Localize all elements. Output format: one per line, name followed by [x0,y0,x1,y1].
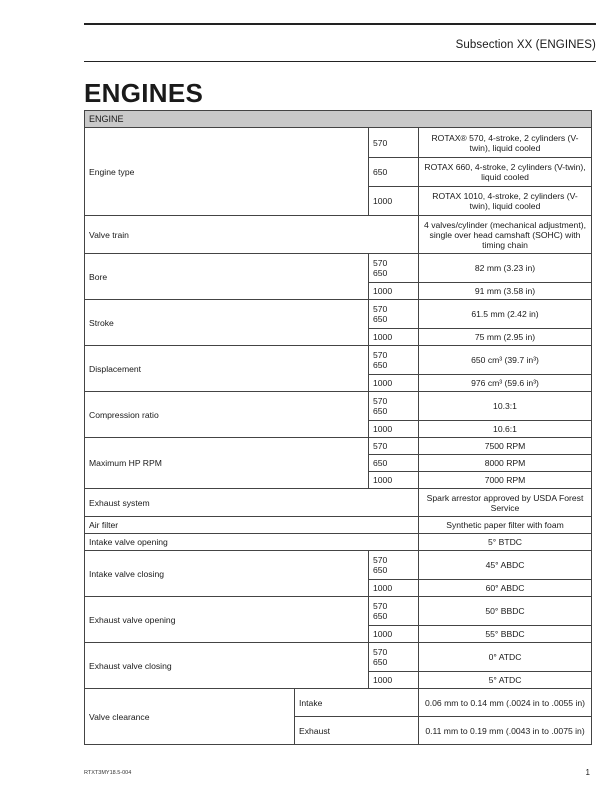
model-cell: 1000 [369,375,419,392]
model-cell: 1000 [369,580,419,597]
value-cell: 91 mm (3.58 in) [419,283,592,300]
value-cell: 50° BBDC [419,597,592,626]
model-cell: 570 650 [369,643,419,672]
value-cell: 10.6:1 [419,421,592,438]
row-label: Stroke [85,300,369,346]
table-row [85,216,592,254]
value-cell: Spark arrestor approved by USDA Forest Service [419,489,592,517]
model-cell: 1000 [369,329,419,346]
table-row [85,128,592,158]
row-label: Exhaust system [85,489,419,517]
model-cell: 570 650 [369,551,419,580]
table-row [85,689,592,717]
model-cell: 1000 [369,187,419,216]
model-cell: 570 650 [369,254,419,283]
value-cell: 0.11 mm to 0.19 mm (.0043 in to .0075 in) [419,717,592,745]
value-cell: 5° ATDC [419,672,592,689]
row-label: Valve clearance [85,689,295,745]
table-row [85,517,592,534]
sub-label-exhaust: Exhaust [295,717,419,745]
model-cell: 1000 [369,626,419,643]
value-cell: 4 valves/cylinder (mechanical adjustment), single over head camshaft (SOHC) with timing chain [419,216,592,254]
subsection-rule [84,61,596,62]
footer-document-code: RTXT3MY18.5-004 [84,770,132,776]
value-cell: 650 cm³ (39.7 in³) [419,346,592,375]
engine-spec-table [84,110,592,745]
model-cell: 1000 [369,283,419,300]
row-label: Valve train [85,216,419,254]
model-cell: 1000 [369,672,419,689]
value-cell: 45° ABDC [419,551,592,580]
subsection-title: Subsection XX (ENGINES) [455,39,596,51]
value-cell: 7500 RPM [419,438,592,455]
value-cell: 61.5 mm (2.42 in) [419,300,592,329]
model-cell: 1000 [369,472,419,489]
table-row [85,438,592,455]
value-cell: 0.06 mm to 0.14 mm (.0024 in to .0055 in) [419,689,592,717]
value-cell: 8000 RPM [419,455,592,472]
table-row [85,489,592,517]
table-row [85,346,592,375]
model-cell: 570 650 [369,300,419,329]
table-row [85,597,592,626]
row-label: Intake valve closing [85,551,369,597]
value-cell: 60° ABDC [419,580,592,597]
table-row [85,300,592,329]
table-row [85,534,592,551]
table-header-row [85,111,592,128]
table-row [85,392,592,421]
row-label: Displacement [85,346,369,392]
row-label: Air filter [85,517,419,534]
model-cell: 570 650 [369,597,419,626]
value-cell: ROTAX® 570, 4-stroke, 2 cylinders (V-twin), liquid cooled [419,128,592,158]
row-label: Intake valve opening [85,534,419,551]
value-cell: ROTAX 1010, 4-stroke, 2 cylinders (V-twin), liquid cooled [419,187,592,216]
table-header: ENGINE [85,111,592,128]
value-cell: 0° ATDC [419,643,592,672]
value-cell: 82 mm (3.23 in) [419,254,592,283]
row-label: Bore [85,254,369,300]
page-number: 1 [585,768,590,777]
value-cell: 75 mm (2.95 in) [419,329,592,346]
table-row [85,643,592,672]
model-cell: 570 [369,438,419,455]
sub-label-intake: Intake [295,689,419,717]
row-label: Engine type [85,128,369,216]
model-cell: 650 [369,158,419,187]
model-cell: 650 [369,455,419,472]
row-label: Exhaust valve closing [85,643,369,689]
header-rule [84,23,596,25]
table-row [85,254,592,283]
model-cell: 1000 [369,421,419,438]
value-cell: 5° BTDC [419,534,592,551]
row-label: Maximum HP RPM [85,438,369,489]
model-cell: 570 [369,128,419,158]
table-row [85,551,592,580]
row-label: Exhaust valve opening [85,597,369,643]
value-cell: 10.3:1 [419,392,592,421]
value-cell: 7000 RPM [419,472,592,489]
page-title: ENGINES [84,78,204,108]
model-cell: 570 650 [369,392,419,421]
value-cell: 976 cm³ (59.6 in³) [419,375,592,392]
value-cell: 55° BBDC [419,626,592,643]
value-cell: ROTAX 660, 4-stroke, 2 cylinders (V-twin), liquid cooled [419,158,592,187]
value-cell: Synthetic paper filter with foam [419,517,592,534]
row-label: Compression ratio [85,392,369,438]
model-cell: 570 650 [369,346,419,375]
